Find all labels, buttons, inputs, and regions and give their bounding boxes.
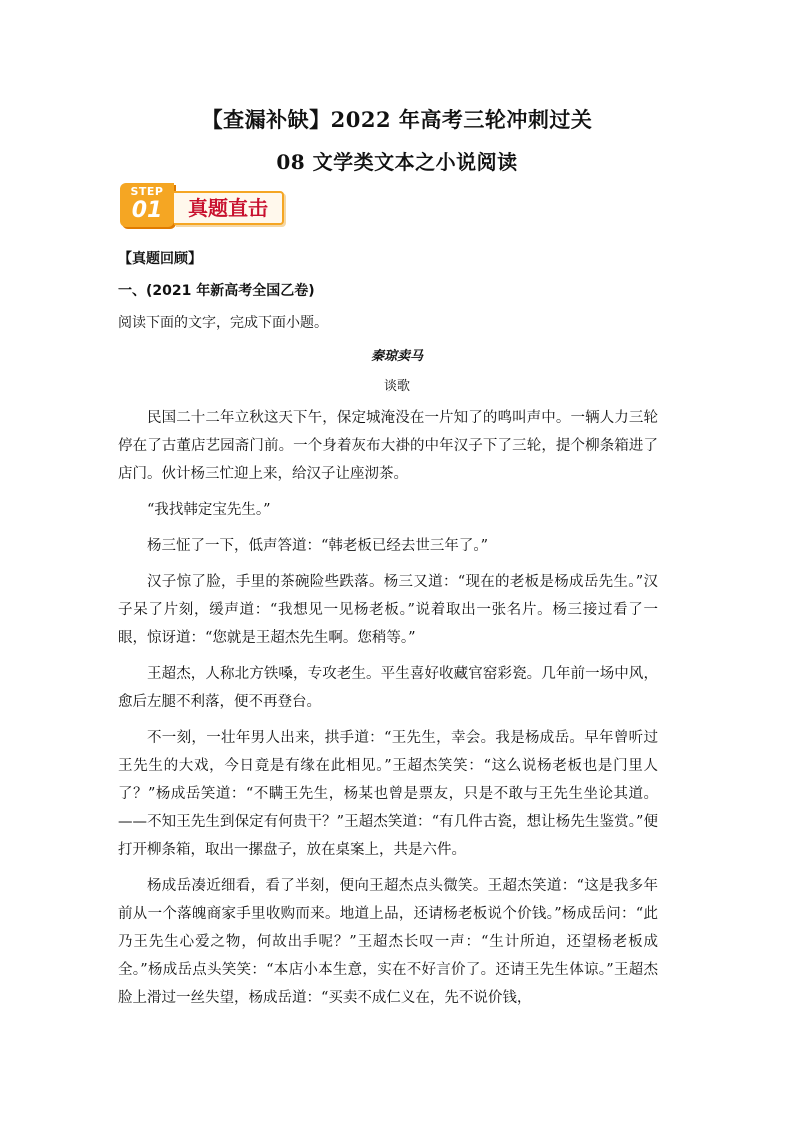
step-word: STEP bbox=[130, 185, 164, 198]
instruction-text: 阅读下面的文字，完成下面小题。 bbox=[118, 315, 328, 331]
story-paragraph: 杨三怔了一下，低声答道：“韩老板已经去世三年了。” bbox=[147, 538, 489, 554]
section-heading: 【真题回顾】 bbox=[118, 251, 202, 267]
story-paragraph: 王超杰，人称北方铁嗓，专攻老生。平生喜好收藏官窑彩瓷。几年前一场中风，愈后左腿不利落，便不再登台。 bbox=[118, 666, 658, 710]
story-paragraph: 民国二十二年立秋这天下午，保定城淹没在一片知了的鸣叫声中。一辆人力三轮停在了古董店艺园斋门前。一个身着灰布大褂的中年汉子下了三轮，提个柳条箱进了店门。伙计杨三忙迎上来，给汉子让座沏茶。 bbox=[118, 410, 658, 482]
story-body bbox=[118, 404, 658, 1020]
story-paragraph: 不一刻，一壮年男人出来，拱手道：“王先生，幸会。我是杨成岳。早年曾听过王先生的大戏，今日竟是有缘在此相见。”王超杰笑笑：“这么说杨老板也是门里人了？”杨成岳笑道：“不瞒王先生，杨某也曾是票友，只是不敢与王先生坐论其道。——不知王先生到保定有何贵干？”王超杰笑道：“有几件古瓷，想让杨先生鉴赏。”便打开柳条箱，取出一摞盘子，放在桌案上，共是六件。 bbox=[118, 730, 658, 858]
story-author: 谈歌 bbox=[383, 379, 410, 394]
step-badge bbox=[120, 183, 285, 227]
step-box bbox=[120, 183, 174, 227]
question-heading: 一、(2021 年新高考全国乙卷) bbox=[118, 283, 315, 299]
story-paragraph: 杨成岳凑近细看，看了半刻，便向王超杰点头微笑。王超杰笑道：“这是我多年前从一个落魄商家手里收购而来。地道上品，还请杨老板说个价钱。”杨成岳问：“此乃王先生心爱之物，何故出手呢？”王超杰长叹一声：“生计所迫，还望杨老板成全。”杨成岳点头笑笑：“本店小本生意，实在不好言价了。还请王先生体谅。”王超杰脸上滑过一丝失望，杨成岳道：“买卖不成仁义在，先不说价钱， bbox=[118, 878, 658, 1006]
story-paragraph: “我找韩定宝先生。” bbox=[147, 502, 271, 518]
document-subtitle: 08 文学类文本之小说阅读 bbox=[276, 150, 518, 174]
step-label: 真题直击 bbox=[174, 191, 284, 225]
step-number: 01 bbox=[131, 198, 163, 223]
story-title: 秦琼卖马 bbox=[370, 349, 423, 364]
story-paragraph: 汉子惊了脸，手里的茶碗险些跌落。杨三又道：“现在的老板是杨成岳先生。”汉子呆了片刻，缓声道：“我想见一见杨老板。”说着取出一张名片。杨三接过看了一眼，惊讶道：“您就是王超杰先生啊。您稍等。” bbox=[118, 574, 658, 646]
document-title: 【查漏补缺】2022 年高考三轮冲刺过关 bbox=[201, 107, 593, 132]
